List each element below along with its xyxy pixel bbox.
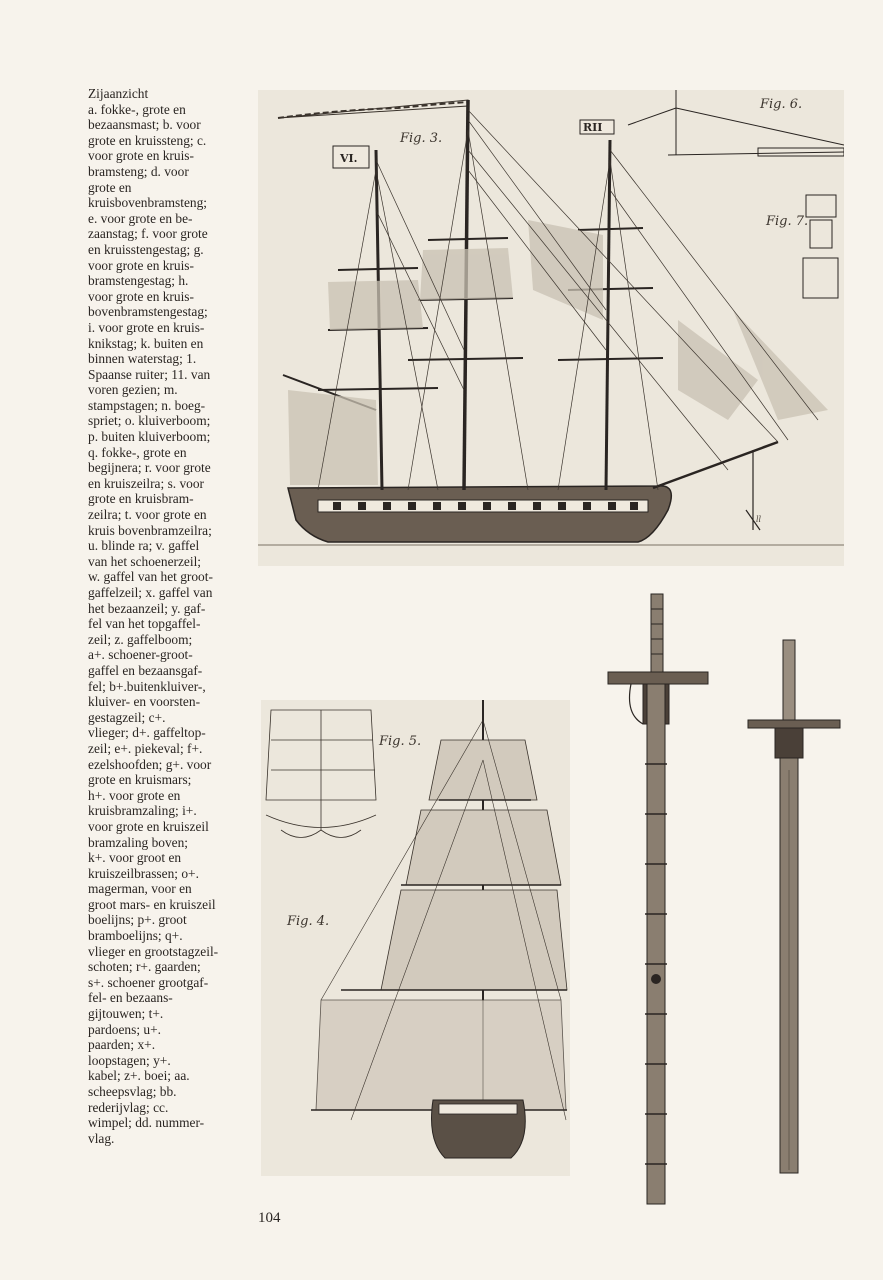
- ship-side-view-drawing: [258, 90, 844, 566]
- fig4-label: Fig. 4.: [287, 914, 330, 929]
- fig7-label: Fig. 7.: [766, 214, 809, 229]
- page-number: 104: [258, 1210, 281, 1226]
- fig6-label: Fig. 6.: [760, 97, 803, 112]
- mast-detail-right: [745, 630, 845, 1185]
- mast-detail-left: [603, 584, 713, 1214]
- fig3-label: Fig. 3.: [400, 131, 443, 146]
- ship-front-view-drawing: [261, 700, 570, 1176]
- fig5-label: Fig. 5.: [379, 734, 422, 749]
- ship-front-view-plate: [261, 700, 570, 1176]
- flag-right-label: RII: [583, 121, 603, 134]
- svg-text:ll: ll: [756, 515, 762, 524]
- ship-side-view-plate: [258, 90, 844, 566]
- flag-left-label: VI.: [340, 152, 358, 165]
- legend-caption: Zijaanzicht a. fokke-, grote en bezaansmast; b. voor grote en kruissteng; c. voor grote en kruis- bramsteng; d. voor grote en kruisbovenbramsteng; e. voor grote en be- zaanstag; f. voor grote en kruisstengestag; g. voor grote en kruis- bramstengestag; h. voor grote en kruis- bovenbramstengestag; i. voor grote en kruis- knikstag; k. buiten en binnen waterstag; 1. Spaanse ruiter; 11. van voren gezien; m. stampstagen; n. boeg- spriet; o. kluiverboom; p. buiten kluiverboom; q. fokke-, grote en begijnera; r. voor grote en kruiszeilra; s. voor grote en kruisbram- zeilra; t. voor grote en kruis bovenbramzeilra; u. blinde ra; v. gaffel van het schoenerzeil; w. gaffel van het groot- gaffelzeil; x. gaffel van het bezaanzeil; y. gaf- fel van het topgaffel- zeil; z. gaffelboom; a+. schoener-groot- gaffel en bezaansgaf- fel; b+.buitenkluiver-, kluiver- en voorsten- gestagzeil; c+. vlieger; d+. gaffeltop- zeil; e+. piekeval; f+. ezelshoofden; g+. voor grote en kruismars; h+. voor grote en kruisbramzaling; i+. voor grote en kruiszeil bramzaling boven; k+. voor groot en kruiszeilbrassen; o+. magerman, voor en groot mars- en kruiszeil boelijns; p+. groot bramboelijns; q+. vlieger en grootstagzeil- schoten; r+. gaarden; s+. schoener grootgaf- fel- en bezaans- gijtouwen; t+. pardoens; u+. paarden; x+. loopstagen; y+. kabel; z+. boei; aa. scheepsvlag; bb. rederijvlag; cc. wimpel; dd. nummer- vlag.: [88, 86, 219, 1146]
